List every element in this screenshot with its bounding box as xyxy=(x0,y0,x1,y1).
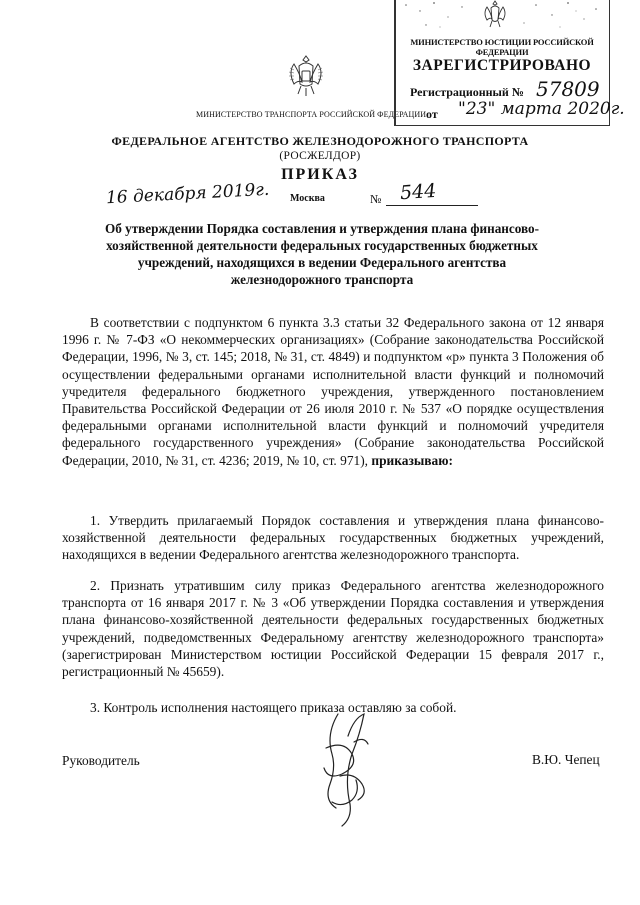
signatory-name: В.Ю. Чепец xyxy=(532,752,600,767)
orders-keyword: приказываю: xyxy=(371,452,453,468)
registration-stamp xyxy=(394,0,625,126)
agency-name: ФЕДЕРАЛЬНОЕ АГЕНТСТВО ЖЕЛЕЗНОДОРОЖНОГО ТРАНСПОРТА xyxy=(111,134,529,148)
document-subject: Об утверждении Порядка составления и утверждения плана финансово-хозяйственной деятельности федеральных государственных бюджетных учреждений, находящихся в ведении Федерального агентства железнодорожного транспорта xyxy=(104,221,540,287)
order-number-underline xyxy=(386,205,478,206)
stamp-eagle-icon xyxy=(482,0,508,29)
coat-of-arms-icon xyxy=(286,52,326,100)
order-number-sign: № xyxy=(370,192,382,206)
stamp-reg-number-handwritten: 57809 xyxy=(536,77,600,101)
stamp-status: ЗАРЕГИСТРИРОВАНО xyxy=(412,57,592,74)
stamp-date-handwritten: "23" марта 2020г. xyxy=(458,99,625,119)
stamp-ministry: МИНИСТЕРСТВО ЮСТИЦИИ РОССИЙСКОЙ ФЕДЕРАЦИИ xyxy=(410,37,594,57)
order-date-handwritten: 16 декабря 2019г. xyxy=(105,179,270,209)
agency-short-name: (РОСЖЕЛДОР) xyxy=(279,150,361,162)
stamp-date-prefix: от xyxy=(426,107,438,121)
paragraph-item-2: 2. Признать утратившим силу приказ Федерального агентства железнодорожного транспорта от 16 января 2017 г. № 3 «Об утверждении Порядка составления и утверждения плана финансово-хозяйственной деятельности федеральных государственных бюджетных учреждений, подведомственных Федеральному агентству железнодорожного транспорта» (зарегистрирован Министерством юстиции Российской Федерации 15 февраля 2017 г., регистрационный № 45659). xyxy=(62,578,604,680)
paragraph-item-3: 3. Контроль исполнения настоящего приказа оставляю за собой. xyxy=(90,700,457,715)
preamble-text: В соответствии с подпунктом 6 пункта 3.3 статьи 32 Федерального закона от 12 января 1996 г. № 7-ФЗ «О некоммерческих организациях» (Собрание законодательства Российской Федерации, 1996, № 3, ст. 145; 2018, № 31, ст. 4849) и подпунктом «р» пункта 3 Положения об осуществлении федеральными органами исполнительной власти функций и полномочий учредителя федерального бюджетного учреждения, утвержденного постановлением Правительства Российской Федерации от 26 июля 2010 г. № 537 «О порядке осуществления федеральными органами исполнительной власти функций и полномочий учредителя федерального государственного учреждения» (Собрание законодательства Российской Федерации, 2010, № 31, ст. 4236; 2019, № 10, ст. 971), xyxy=(62,315,604,468)
handwritten-signature xyxy=(296,706,386,846)
stamp-reg-label: Регистрационный № xyxy=(410,85,524,99)
paragraph-item-1: 1. Утвердить прилагаемый Порядок составления и утверждения плана финансово-хозяйственной деятельности федеральных государственных бюджетных учреждений, находящихся в ведении Федерального агентства железнодорожного транспорта. xyxy=(62,513,604,563)
order-number-handwritten: 544 xyxy=(399,179,437,205)
paragraph-preamble xyxy=(62,314,604,469)
agency-name-block xyxy=(0,134,640,164)
ministry-name: МИНИСТЕРСТВО ТРАНСПОРТА РОССИЙСКОЙ ФЕДЕРАЦИИ xyxy=(196,110,427,119)
page-title: ПРИКАЗ xyxy=(281,166,359,183)
order-city: Москва xyxy=(290,193,325,204)
signatory-position: Руководитель xyxy=(62,753,140,768)
